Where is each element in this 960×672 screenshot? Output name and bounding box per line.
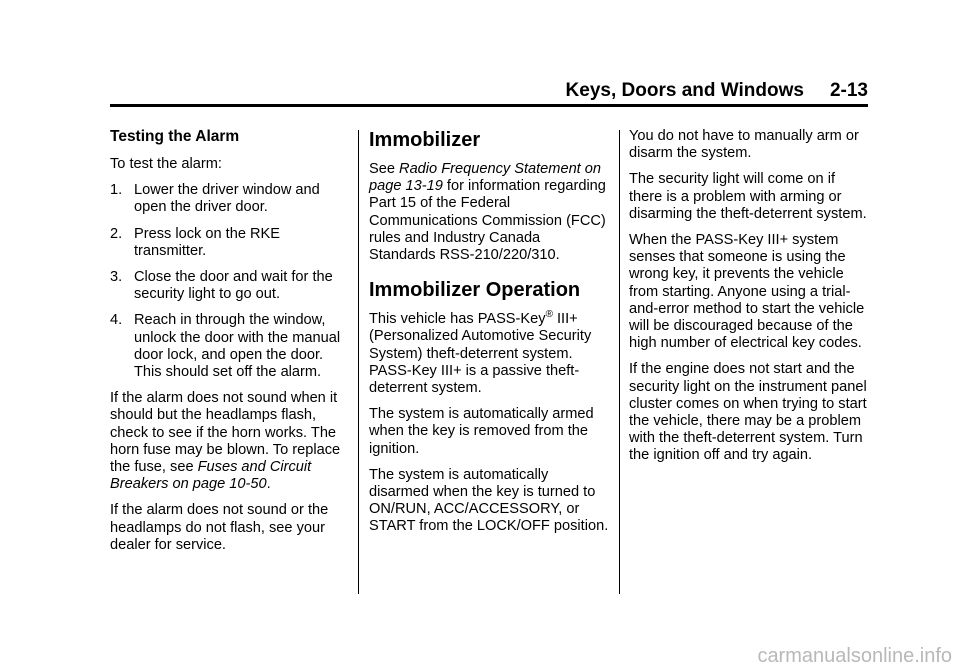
period: . [266,476,271,493]
see-text: See [369,161,395,177]
watermark: carmanualsonline.info [757,645,952,667]
step-number: 3. [110,269,123,286]
step-item [110,226,348,260]
column-divider [619,130,620,594]
radio-frequency-text: for information regarding Part 15 of the Federal Communications Commission (FCC) rules and Industry Canada Standards RSS-210/220/310. [369,178,606,264]
arm-paragraph: You do not have to manually arm or disarm the system. [629,128,859,162]
column-1 [110,128,348,563]
pass-key-rest: III+ (Personalized Automotive Security System) theft-deterrent system. PASS-Key III+ is a passive theft-deterrent system. [369,311,592,397]
radio-frequency-paragraph [369,161,609,264]
column-3 [629,128,869,474]
step-text: Lower the driver window and open the driver door. [134,182,320,216]
pass-key-paragraph [369,311,609,397]
alarm-paragraph [110,390,348,493]
fuses-reference-link[interactable]: Fuses and Circuit Breakers on page 10-50 [110,459,312,493]
alarm-paragraph-text: If the alarm does not sound when it should but the headlamps flash, check to see if the horn works. The horn fuse may be blown. To replace the fuse, see [110,390,341,476]
page-number: 2-13 [829,80,868,101]
step-text: Reach in through the window, unlock the door with the manual door lock, and open the door. This should set off the alarm. [134,312,341,381]
pass-key-text: This vehicle has PASS-Key [369,311,546,328]
column-divider [358,130,359,594]
step-text: Press lock on the RKE transmitter. [134,225,281,259]
step-item [110,312,348,381]
armed-paragraph: The system is automatically armed when the key is removed from the ignition. [369,406,594,457]
security-light-paragraph: The security light will come on if there is a problem with arming or disarming the theft-deterrent system. [629,171,867,222]
section-title: Keys, Doors and Windows [565,80,804,101]
radio-frequency-reference-link[interactable]: Radio Frequency Statement on page 13-19 [369,161,602,195]
step-number: 1. [110,182,123,199]
immobilizer-operation-heading: Immobilizer Operation [369,279,581,302]
registered-mark: ® [545,309,553,321]
step-number: 4. [110,312,123,329]
step-number: 2. [110,225,123,242]
dealer-paragraph: If the alarm does not sound or the headlamps do not flash, see your dealer for service. [110,502,329,553]
testing-alarm-heading: Testing the Alarm [110,128,240,145]
page-header [566,80,868,102]
engine-start-paragraph: If the engine does not start and the security light on the instrument panel cluster comes on when trying to start the vehicle, there may be a problem with the theft-deterrent system. Turn the ignition off and try again. [629,361,867,464]
immobilizer-heading: Immobilizer [369,129,481,151]
wrong-key-paragraph: When the PASS-Key III+ system senses that someone is using the wrong key, it prevents the vehicle from starting. Anyone using a trial-and-error method to start the vehicle will be discouraged because of the high number of electrical key codes. [629,232,865,352]
step-item [110,269,348,303]
header-rule [110,104,868,107]
step-item [110,182,348,216]
step-text: Close the door and wait for the security light to go out. [134,269,333,303]
intro-text: To test the alarm: [110,156,222,172]
disarmed-paragraph: The system is automatically disarmed when the key is turned to ON/RUN, ACC/ACCESSORY, or START from the LOCK/OFF position. [369,466,609,535]
column-2 [369,128,609,545]
